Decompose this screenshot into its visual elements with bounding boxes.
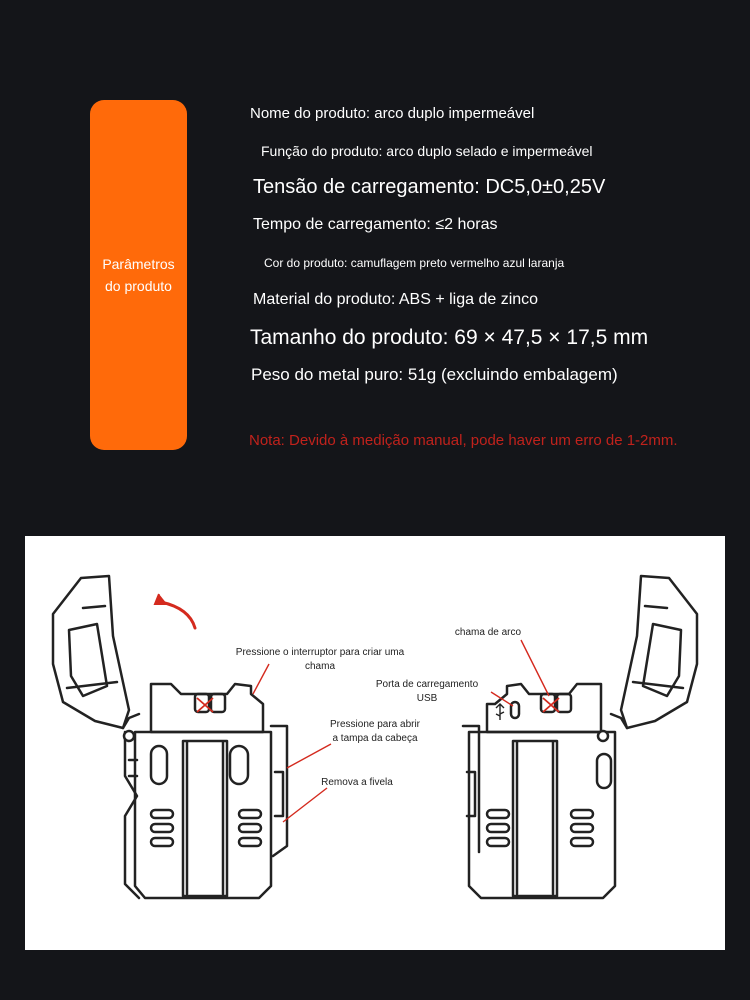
callout-open-lid: Pressione para abrir a tampa da cabeça	[329, 719, 421, 744]
spec-product-function: Função do produto: arco duplo selado e impermeável	[261, 143, 593, 159]
open-lid-arrow-icon	[161, 602, 195, 628]
usb-icon	[496, 704, 504, 720]
right-lighter-lid-icon	[611, 576, 697, 728]
spec-product-color: Cor do produto: camuflagem preto vermelho azul laranja	[264, 256, 565, 270]
spec-charging-voltage: Tensão de carregamento: DC5,0±0,25V	[253, 176, 606, 198]
callout-usb-port: Porta de carregamento USB	[375, 679, 479, 704]
callout-buckle: Remova a fivela	[321, 777, 393, 788]
left-lighter-lid-icon	[53, 576, 139, 728]
left-hinge-icon	[124, 731, 134, 741]
spec-product-name: Nome do produto: arco duplo impermeável	[250, 105, 535, 122]
left-lighter-body-icon	[125, 684, 287, 898]
measurement-note: Nota: Devido à medição manual, pode haver um erro de 1-2mm.	[249, 432, 678, 449]
parameters-badge-label: Parâmetros do produto	[102, 256, 175, 294]
lighter-diagram	[25, 536, 725, 950]
spec-charging-time: Tempo de carregamento: ≤2 horas	[253, 216, 498, 233]
spec-product-material: Material do produto: ABS + liga de zinco	[253, 291, 539, 308]
callout-arc-flame: chama de arco	[454, 627, 522, 638]
right-hinge-icon	[598, 731, 608, 741]
right-lighter-body-icon	[463, 684, 615, 898]
spec-metal-weight: Peso do metal puro: 51g (excluindo embalagem)	[251, 365, 618, 384]
parameters-badge	[90, 100, 187, 450]
callout-switch: Pressione o interruptor para criar uma chama	[235, 647, 405, 672]
arrow-head-icon	[155, 594, 167, 604]
spec-product-size: Tamanho do produto: 69 × 47,5 × 17,5 mm	[250, 326, 649, 349]
